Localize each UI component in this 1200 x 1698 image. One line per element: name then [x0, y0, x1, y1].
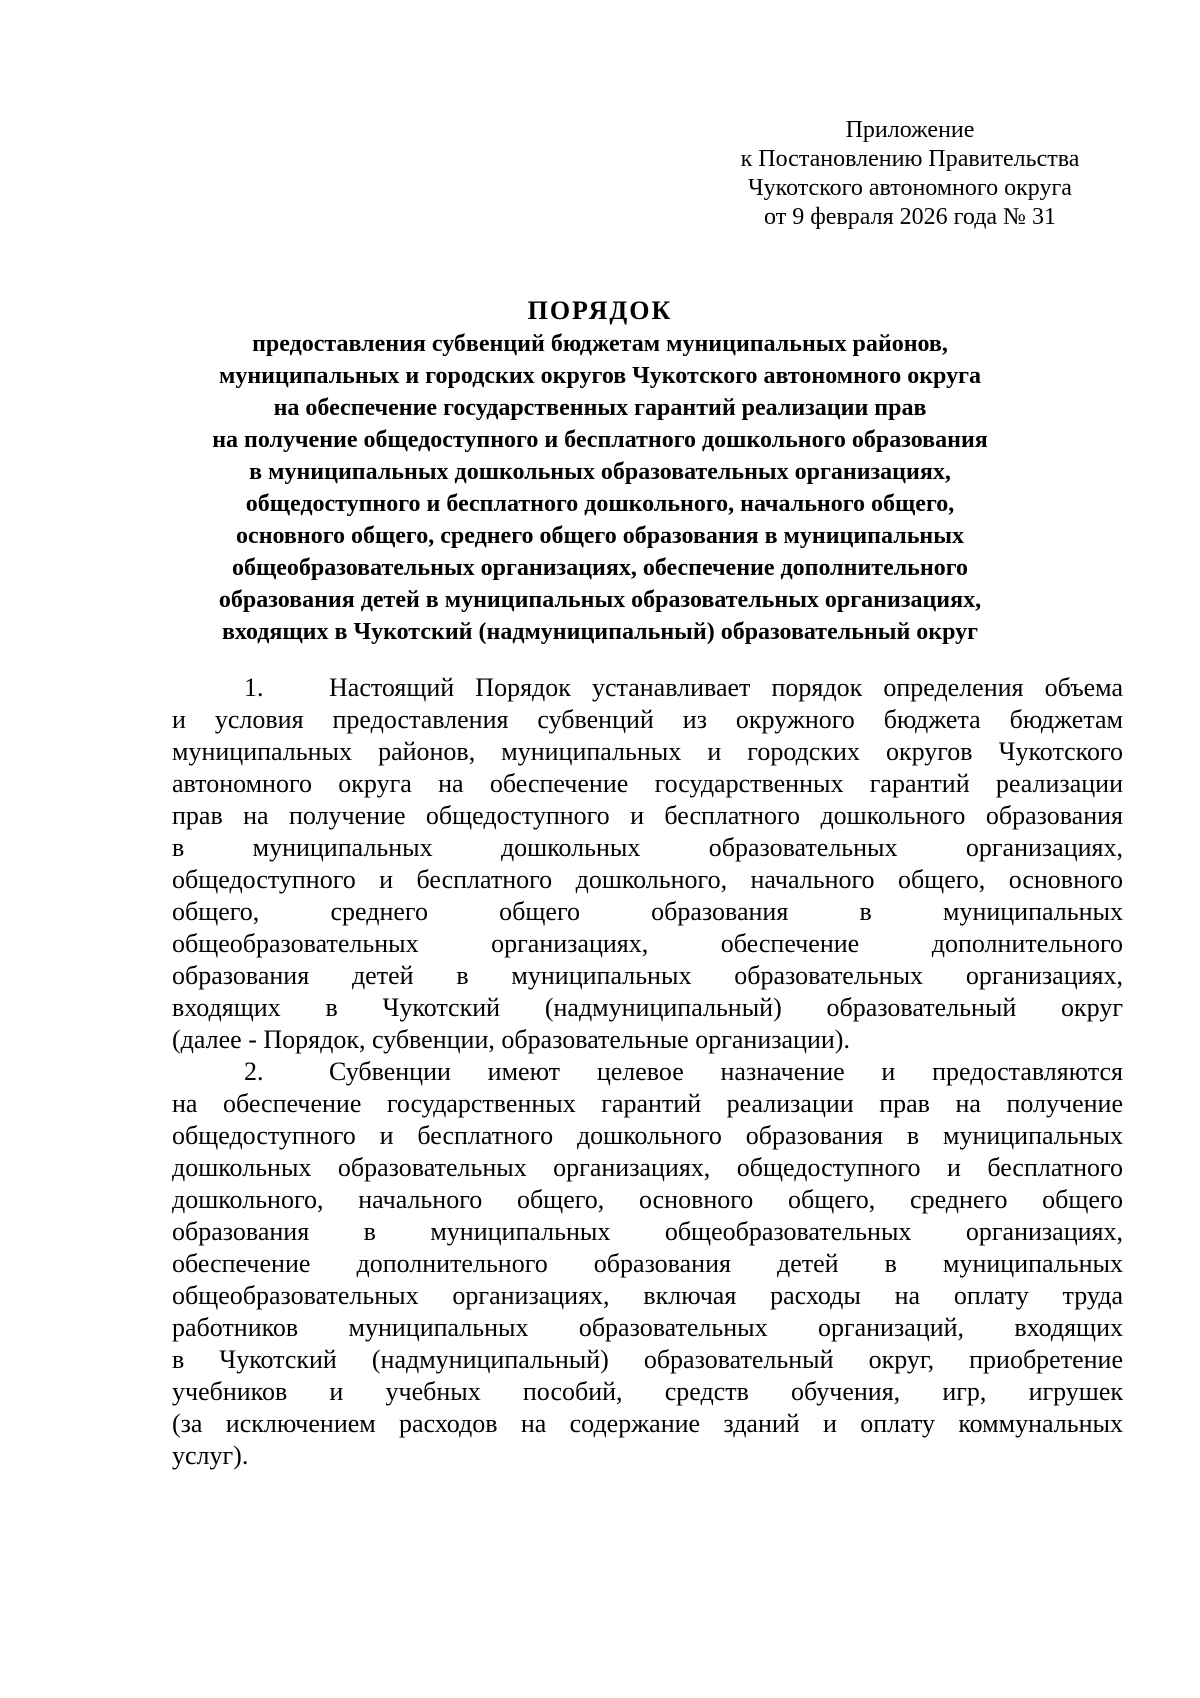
paragraph-line: общедоступного и бесплатного дошкольного, начального общего, основного [172, 865, 1123, 894]
paragraph-1 [172, 672, 1123, 1056]
appendix-line: Приложение [845, 117, 975, 143]
subtitle-line: основного общего, среднего общего образования в муниципальных [236, 523, 964, 549]
paragraph-line: учебников и учебных пособий, средств обучения, игр, игрушек [172, 1377, 1123, 1406]
subtitle-line: общедоступного и бесплатного дошкольного, начального общего, [245, 491, 955, 517]
document-body [172, 672, 1123, 1472]
subtitle-line: образования детей в муниципальных образовательных организациях, [218, 587, 982, 613]
paragraph-line: дошкольного, начального общего, основного общего, среднего общего [172, 1185, 1123, 1214]
paragraph-line: образования детей в муниципальных образовательных организациях, [172, 961, 1123, 990]
paragraph-line: автономного округа на обеспечение государственных гарантий реализации [172, 769, 1123, 798]
subtitle-line: в муниципальных дошкольных образовательных организациях, [249, 459, 951, 485]
document-title-block [150, 294, 1050, 648]
subtitle-line: муниципальных и городских округов Чукотского автономного округа [219, 363, 981, 389]
paragraph-line: входящих в Чукотский (надмуниципальный) образовательный округ [172, 993, 1123, 1022]
paragraph-number: 1. [244, 673, 264, 702]
paragraph-line: обеспечение дополнительного образования детей в муниципальных [172, 1249, 1123, 1278]
paragraph-line: услуг). [172, 1441, 249, 1470]
paragraph-line: муниципальных районов, муниципальных и городских округов Чукотского [172, 737, 1123, 766]
paragraph-line-text: Субвенции имеют целевое назначение и предоставляются [329, 1057, 1123, 1086]
document-title: ПОРЯДОК [527, 296, 673, 325]
appendix-header [700, 116, 1120, 232]
paragraph-line: общего, среднего общего образования в муниципальных [172, 897, 1123, 926]
paragraph-line: в муниципальных дошкольных образовательных организациях, [172, 833, 1123, 862]
paragraph-line: общеобразовательных организациях, обеспечение дополнительного [172, 929, 1123, 958]
paragraph-line: общеобразовательных организациях, включая расходы на оплату труда [172, 1281, 1123, 1310]
paragraph-line: (за исключением расходов на содержание зданий и оплату коммунальных [172, 1409, 1123, 1438]
paragraph-line: дошкольных образовательных организациях, общедоступного и бесплатного [172, 1153, 1123, 1182]
paragraph-line: и условия предоставления субвенций из окружного бюджета бюджетам [172, 705, 1123, 734]
paragraph-line: (далее - Порядок, субвенции, образовательные организации). [172, 1025, 850, 1054]
paragraph-line-text: Настоящий Порядок устанавливает порядок определения объема [329, 673, 1123, 702]
appendix-line: к Постановлению Правительства [740, 146, 1080, 172]
paragraph-line [172, 672, 1123, 704]
paragraph-line [172, 1056, 1123, 1088]
subtitle-line: предоставления субвенций бюджетам муниципальных районов, [252, 331, 948, 357]
subtitle-line: общеобразовательных организациях, обеспечение дополнительного [231, 555, 969, 581]
paragraph-2 [172, 1056, 1123, 1472]
paragraph-line: прав на получение общедоступного и бесплатного дошкольного образования [172, 801, 1123, 830]
paragraph-number: 2. [244, 1057, 264, 1086]
paragraph-line: в Чукотский (надмуниципальный) образовательный округ, приобретение [172, 1345, 1123, 1374]
subtitle-line: входящих в Чукотский (надмуниципальный) образовательный округ [221, 619, 979, 645]
subtitle-line: на обеспечение государственных гарантий реализации прав [273, 395, 927, 421]
paragraph-line: образования в муниципальных общеобразовательных организациях, [172, 1217, 1123, 1246]
paragraph-line: на обеспечение государственных гарантий реализации прав на получение [172, 1089, 1123, 1118]
paragraph-line: работников муниципальных образовательных организаций, входящих [172, 1313, 1123, 1342]
paragraph-line: общедоступного и бесплатного дошкольного образования в муниципальных [172, 1121, 1123, 1150]
subtitle-line: на получение общедоступного и бесплатного дошкольного образования [212, 427, 988, 453]
appendix-line: Чукотского автономного округа [748, 175, 1072, 201]
appendix-line: от 9 февраля 2026 года № 31 [764, 204, 1056, 230]
